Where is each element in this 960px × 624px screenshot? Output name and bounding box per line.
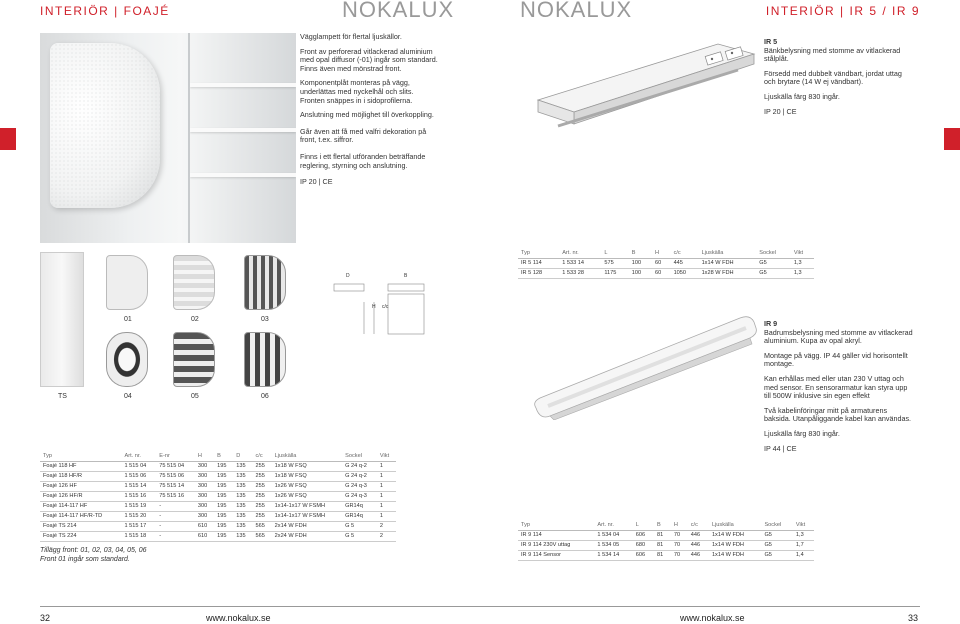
cell: 2x24 W FDH — [272, 531, 343, 541]
cell: 1x14-1x17 W FSMH — [272, 501, 343, 511]
cell: 135 — [233, 531, 252, 541]
cell: 195 — [214, 501, 233, 511]
cell: 195 — [214, 461, 233, 471]
cell: 255 — [252, 491, 271, 501]
left-page-section-title: INTERIÖR | FOAJÉ — [40, 4, 170, 18]
col-art: Art. nr. — [559, 248, 601, 258]
cell: 135 — [233, 491, 252, 501]
desc-line-1: Vägglampett för flertal ljuskällor. — [300, 32, 402, 41]
desc-line-6: Finns i ett flertal utföranden beträffande reglering, styrning och anslutning. — [300, 151, 426, 170]
cell: 606 — [633, 550, 654, 560]
cell: 1 533 28 — [559, 268, 601, 278]
table-row — [518, 258, 814, 268]
accessory-note — [40, 546, 147, 564]
cell: G 24 q-3 — [342, 491, 377, 501]
cell: 70 — [671, 540, 688, 550]
col-h: H — [652, 248, 671, 258]
col-art: Art. nr. — [122, 451, 157, 461]
col-cc: c/c — [671, 248, 699, 258]
desc-line-2: Front av perforerad vitlackerad aluminium med opal diffusor (-01) ingår som standard. Finns även med mönstrad front. — [300, 46, 438, 73]
cell: 2 — [377, 521, 396, 531]
cell: 1x18 W FSQ — [272, 461, 343, 471]
cell: G 24 q-3 — [342, 481, 377, 491]
col-ljuskalla: Ljuskälla — [699, 248, 757, 258]
cell: 1x18 W FSQ — [272, 471, 343, 481]
front-02-image — [173, 255, 215, 310]
col-vikt: Vikt — [791, 248, 814, 258]
cell: 1x28 W FDH — [699, 268, 757, 278]
cell: 75 515 14 — [156, 481, 195, 491]
col-vikt: Vikt — [377, 451, 396, 461]
cell: 446 — [688, 550, 709, 560]
col-cc: c/c — [688, 520, 709, 530]
cell: 1x14 W FDH — [709, 540, 762, 550]
front-code-06: 06 — [261, 393, 269, 400]
cell: IR 9 114 — [518, 530, 594, 540]
col-sockel: Sockel — [342, 451, 377, 461]
cell: 100 — [629, 258, 652, 268]
cell: Foajé TS 224 — [40, 531, 122, 541]
cell: G5 — [761, 550, 792, 560]
footer-url-right[interactable]: www.nokalux.se — [680, 613, 745, 623]
ir5-line-2: Försedd med dubbelt vändbart, jordat uttag och brytare (14 W ej vändbart). — [764, 68, 902, 87]
door-frame — [188, 33, 190, 243]
cell: 1175 — [601, 268, 628, 278]
cell: 255 — [252, 511, 271, 521]
col-enr: E-nr — [156, 451, 195, 461]
shelf — [190, 128, 296, 132]
left-description — [300, 33, 438, 193]
cell: GR14q — [342, 511, 377, 521]
col-b: B — [654, 520, 671, 530]
cell: 2x14 W FDH — [272, 521, 343, 531]
cell: 255 — [252, 471, 271, 481]
cell: 70 — [671, 550, 688, 560]
shelf — [190, 83, 296, 87]
col-l: L — [633, 520, 654, 530]
cell: 75 515 04 — [156, 461, 195, 471]
dimension-drawing — [330, 262, 430, 337]
cell: 300 — [195, 491, 214, 501]
cell: 1x14 W FDH — [709, 530, 762, 540]
cell: 300 — [195, 461, 214, 471]
cell: 255 — [252, 461, 271, 471]
col-l: L — [601, 248, 628, 258]
cell: - — [156, 501, 195, 511]
front-code-04: 04 — [124, 393, 132, 400]
cell: 1x14 W FDH — [709, 550, 762, 560]
ir5-spec-table — [518, 248, 814, 279]
cell: 445 — [671, 258, 699, 268]
front-06-image — [244, 332, 286, 387]
right-red-tab — [944, 128, 960, 150]
ir9-product-image — [528, 310, 764, 420]
cell: IR 5 114 — [518, 258, 559, 268]
ir9-line-2: Montage på vägg. IP 44 gäller vid horisontellt montage. — [764, 350, 908, 369]
dim-label-cc: c/c — [382, 304, 389, 310]
cell: Foajé 126 HF — [40, 481, 122, 491]
dimension-drawing-svg — [330, 262, 430, 337]
ir5-product-image — [528, 40, 762, 145]
desc-line-5: Går även att få med valfri dekoration på front, t.ex. siffror. — [300, 126, 427, 145]
cell: GR14q — [342, 501, 377, 511]
ir5-line-3: Ljuskälla färg 830 ingår. — [764, 91, 840, 101]
col-typ: Typ — [518, 520, 594, 530]
cell: 60 — [652, 268, 671, 278]
page-number-left: 32 — [40, 613, 51, 623]
dim-label-h: H — [372, 304, 376, 310]
ir9-line-6: IP 44 | CE — [764, 443, 797, 453]
table-row — [40, 471, 396, 481]
cell: 606 — [633, 530, 654, 540]
table-row — [40, 521, 396, 531]
ir9-line-4: Två kabelinföringar mitt på armaturens baksida. Utanpåliggande kabel kan användas. — [764, 405, 912, 424]
foaje-table-header — [40, 451, 396, 461]
cell: 1 515 18 — [122, 531, 157, 541]
cell: 1 — [377, 501, 396, 511]
cell: 1 515 19 — [122, 501, 157, 511]
cell: G 5 — [342, 531, 377, 541]
cell: G5 — [761, 530, 792, 540]
cell: 565 — [252, 521, 271, 531]
cell: 610 — [195, 521, 214, 531]
cell: Foajé 126 HF/R — [40, 491, 122, 501]
table-row — [40, 511, 396, 521]
cell: 1 515 16 — [122, 491, 157, 501]
cell: 680 — [633, 540, 654, 550]
ir9-title: IR 9 — [764, 319, 778, 328]
cell: 1 — [377, 491, 396, 501]
cell: 195 — [214, 491, 233, 501]
ir5-lamp-drawing — [528, 40, 762, 145]
col-cc: c/c — [252, 451, 271, 461]
cell: 446 — [688, 530, 709, 540]
front-code-ts: TS — [58, 393, 67, 400]
right-page-section-title: INTERIÖR | IR 5 / IR 9 — [765, 4, 920, 18]
cell: G5 — [761, 540, 792, 550]
col-h: H — [195, 451, 214, 461]
accessory-note-line-2: Front 01 ingår som standard. — [40, 556, 130, 563]
front-03-image — [244, 255, 286, 310]
table-row — [518, 540, 814, 550]
ir9-lamp-drawing — [528, 310, 764, 420]
footer-url-left[interactable]: www.nokalux.se — [206, 613, 271, 623]
cell: 1 534 04 — [594, 530, 632, 540]
dim-label-d: D — [346, 273, 350, 279]
brand-logo-left: NOKALUX — [342, 0, 455, 22]
cell: 575 — [601, 258, 628, 268]
cell: 300 — [195, 501, 214, 511]
table-row — [40, 481, 396, 491]
cell: 1x14 W FDH — [699, 258, 757, 268]
col-typ: Typ — [518, 248, 559, 258]
cell: 70 — [671, 530, 688, 540]
cell: 300 — [195, 481, 214, 491]
shelf — [190, 173, 296, 177]
cell: 1 — [377, 481, 396, 491]
ir5-line-4: IP 20 | CE — [764, 106, 797, 116]
cell: 135 — [233, 461, 252, 471]
dim-label-b: B — [404, 273, 408, 279]
cell: Foajé 114-117 HF/R-TD — [40, 511, 122, 521]
cell: - — [156, 511, 195, 521]
foaje-installation-photo — [40, 33, 296, 243]
cell: 81 — [654, 530, 671, 540]
front-01-image — [106, 255, 148, 310]
front-05-image — [173, 332, 215, 387]
front-04-image — [106, 332, 148, 387]
ir5-description — [764, 38, 914, 122]
cell: 1 515 04 — [122, 461, 157, 471]
cell: 255 — [252, 481, 271, 491]
cell: 1,7 — [793, 540, 814, 550]
cell: 1 534 14 — [594, 550, 632, 560]
cell: 610 — [195, 531, 214, 541]
col-d: D — [233, 451, 252, 461]
cell: Foajé TS 214 — [40, 521, 122, 531]
cell: 565 — [252, 531, 271, 541]
cell: 255 — [252, 501, 271, 511]
col-b: B — [629, 248, 652, 258]
cell: 446 — [688, 540, 709, 550]
cell: IR 9 114 Sensor — [518, 550, 594, 560]
ir9-line-5: Ljuskälla färg 830 ingår. — [764, 428, 840, 438]
cell: 75 515 06 — [156, 471, 195, 481]
front-ts-image — [40, 252, 84, 387]
cell: 100 — [629, 268, 652, 278]
cell: 1x26 W FSQ — [272, 491, 343, 501]
cell: G5 — [756, 258, 791, 268]
perforation-pattern — [50, 43, 160, 208]
cell: 1,4 — [793, 550, 814, 560]
cell: 1 — [377, 461, 396, 471]
desc-line-4: Anslutning med möjlighet till överkoppling. — [300, 110, 434, 120]
ir9-table-header — [518, 520, 814, 530]
desc-line-7: IP 20 | CE — [300, 177, 333, 187]
ir5-title: IR 5 — [764, 37, 778, 46]
cell: G 24 q-2 — [342, 461, 377, 471]
cell: 81 — [654, 540, 671, 550]
ir9-line-3: Kan erhållas med eller utan 230 V uttag och med sensor. En sensorarmatur kan styra upp till 500W inklusive sin egen effekt — [764, 373, 908, 401]
cell: 300 — [195, 511, 214, 521]
cell: 1 515 14 — [122, 481, 157, 491]
front-code-02: 02 — [191, 316, 199, 323]
left-red-tab — [0, 128, 16, 150]
cell: 81 — [654, 550, 671, 560]
desc-line-3: Komponentplåt monteras på vägg, underlättas med nyckelhål och slits. Fronten snäppes in i sidoprofilerna. — [300, 78, 414, 105]
foaje-lamp-shape — [50, 43, 160, 208]
cell: 1 533 14 — [559, 258, 601, 268]
table-row — [518, 550, 814, 560]
cell: 135 — [233, 511, 252, 521]
page-number-right: 33 — [908, 613, 919, 623]
cell: G 5 — [342, 521, 377, 531]
cell: - — [156, 531, 195, 541]
col-h: H — [671, 520, 688, 530]
cell: 195 — [214, 481, 233, 491]
cell: 75 515 16 — [156, 491, 195, 501]
col-ljuskalla: Ljuskälla — [272, 451, 343, 461]
cell: 1 — [377, 471, 396, 481]
col-typ: Typ — [40, 451, 122, 461]
front-code-05: 05 — [191, 393, 199, 400]
front-code-01: 01 — [124, 316, 132, 323]
cell: IR 5 128 — [518, 268, 559, 278]
front-code-03: 03 — [261, 316, 269, 323]
cell: - — [156, 521, 195, 531]
cell: 1 515 06 — [122, 471, 157, 481]
cell: G 24 q-2 — [342, 471, 377, 481]
cell: 1,3 — [791, 258, 814, 268]
col-art: Art. nr. — [594, 520, 632, 530]
col-ljuskalla: Ljuskälla — [709, 520, 762, 530]
cell: 195 — [214, 531, 233, 541]
ir5-table-header — [518, 248, 814, 258]
cell: Foajé 114-117 HF — [40, 501, 122, 511]
cell: IR 9 114 230V uttag — [518, 540, 594, 550]
cell: 135 — [233, 521, 252, 531]
ir5-line-1: Bänkbelysning med stomme av vitlackerad stålplåt. — [764, 45, 901, 64]
cell: 1,3 — [793, 530, 814, 540]
accessory-note-line-1: Tillägg front: 01, 02, 03, 04, 05, 06 — [40, 547, 147, 554]
cell: 2 — [377, 531, 396, 541]
brand-logo-right: NOKALUX — [520, 0, 633, 22]
cell: 60 — [652, 258, 671, 268]
cell: 135 — [233, 471, 252, 481]
cell: 300 — [195, 471, 214, 481]
ir9-line-1: Badrumsbelysning med stomme av vitlackerad aluminium. Kupa av opal akryl. — [764, 327, 913, 346]
cell: 1 534 05 — [594, 540, 632, 550]
cell: 1 515 17 — [122, 521, 157, 531]
col-sockel: Sockel — [761, 520, 792, 530]
col-b: B — [214, 451, 233, 461]
cell: 1x26 W FSQ — [272, 481, 343, 491]
col-vikt: Vikt — [793, 520, 814, 530]
table-row — [40, 461, 396, 471]
cell: 1050 — [671, 268, 699, 278]
ir9-description — [764, 320, 914, 459]
cell: 135 — [233, 501, 252, 511]
cell: 1 515 20 — [122, 511, 157, 521]
cell: 195 — [214, 521, 233, 531]
cell: 135 — [233, 481, 252, 491]
foaje-spec-table — [40, 451, 396, 542]
table-row — [40, 501, 396, 511]
cell: 195 — [214, 511, 233, 521]
cell: 195 — [214, 471, 233, 481]
cell: 1 — [377, 511, 396, 521]
table-row — [40, 491, 396, 501]
table-row — [518, 530, 814, 540]
cell: 1x14-1x17 W FSMH — [272, 511, 343, 521]
cell: G5 — [756, 268, 791, 278]
col-sockel: Sockel — [756, 248, 791, 258]
ir9-spec-table — [518, 520, 814, 561]
cell: Foajé 118 HF/R — [40, 471, 122, 481]
table-row — [518, 268, 814, 278]
cell: Foajé 118 HF — [40, 461, 122, 471]
cell: 1,3 — [791, 268, 814, 278]
footer-divider — [40, 606, 920, 607]
table-row — [40, 531, 396, 541]
